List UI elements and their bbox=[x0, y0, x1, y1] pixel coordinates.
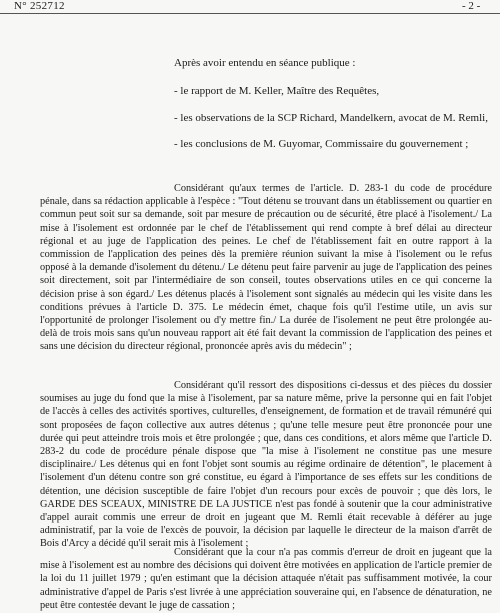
paragraph-considerant-1: Considérant qu'aux termes de l'article. D. 283-1 du code de procédure pénale, dans sa rédaction applicable à l'espèce : "Tout détenu se trouvant dans un établissement ou quartier en commun peut soit sur sa demande, soit par mesure de précaution ou de sécurité, être placé à l'isolement./ La mise à l'isolement est ordonnée par le chef de l'établissement qui rend compte à bref délai au directeur régional et au juge de l'application des peines. Le chef de l'établissement fait en outre rapport à la commission de l'application des peines dès la première réunion suivant la mise à l'isolement ou le refus opposé à la demande d'isolement du détenu./ Le détenu peut faire parvenir au juge de l'application des peines soit directement, soit par l'intermédiaire de son conseil, toutes observations utiles en ce qui concerne la décision prise à son égard./ Les détenus placés à l'isolement sont signalés au médecin qui les visite dans les conditions prévues à l'article D. 375. Le médecin émet, chaque fois qu'il l'estime utile, un avis sur l'opportunité de prolonger l'isolement ou d'y mettre fin./ La durée de l'isolement ne peut être prolongée au-delà de trois mois sans qu'un nouveau rapport ait été fait devant la commission de l'application des peines et sans une décision du directeur régional, prononcée après avis du médecin" ; bbox=[40, 183, 492, 353]
heard-item-observations: - les observations de la SCP Richard, Mandelkern, avocat de M. Remli, bbox=[174, 112, 488, 124]
intro-line: Après avoir entendu en séance publique : bbox=[174, 57, 356, 69]
heard-item-conclusions: - les conclusions de M. Guyomar, Commissaire du gouvernement ; bbox=[174, 138, 469, 150]
heard-item-rapporteur: - le rapport de M. Keller, Maître des Requêtes, bbox=[174, 85, 380, 97]
paragraph-considerant-2: Considérant qu'il ressort des dispositions ci-dessus et des pièces du dossier soumises au juge du fond que la mise à l'isolement, par sa nature même, prive la personne qui en fait l'objet de l'accès à celles des activités sportives, culturelles, d'enseignement, de formation et de travail rémunéré qui sont proposées de façon collective aux autres détenus ; qu'une telle mesure peut être prononcée pour une durée qui peut atteindre trois mois et être prolongée ; que, dans ces conditions, et alors même que l'article D. 283-2 du code de procédure pénale dispose que "la mise à l'isolement ne constitue pas une mesure disciplinaire./ Les détenus qui en font l'objet sont soumis au régime ordinaire de détention", le placement à l'isolement d'un détenu contre son gré constitue, eu égard à l'importance de ses effets sur les conditions de détention, une décision susceptible de faire l'objet d'un recours pour excès de pouvoir ; que dès lors, le GARDE DES SCEAUX, MINISTRE DE LA JUSTICE n'est pas fondé à soutenir que la cour administrative d'appel aurait commis une erreur de droit en jugeant que M. Remli était recevable à déférer au juge administratif, par la voie de l'excès de pouvoir, la décision par laquelle le directeur de la maison d'arrêt de Bois d'Arcy a décidé qu'il serait mis à l'isolement ; bbox=[40, 380, 492, 550]
case-number: N° 252712 bbox=[14, 0, 65, 12]
header-rule bbox=[0, 13, 500, 14]
page-number: - 2 - bbox=[462, 0, 481, 12]
paragraph-considerant-3: Considérant que la cour n'a pas commis d'erreur de droit en jugeant que la mise à l'isolement est au nombre des décisions qui doivent être motivées en application de l'article premier de la loi du 11 juillet 1979 ; qu'en estimant que la décision attaquée n'était pas suffisamment motivée, la cour administrative d'appel de Paris s'est livrée à une appréciation souveraine qui, en l'absence de dénaturation, ne peut être contestée devant le juge de cassation ; bbox=[40, 547, 492, 611]
